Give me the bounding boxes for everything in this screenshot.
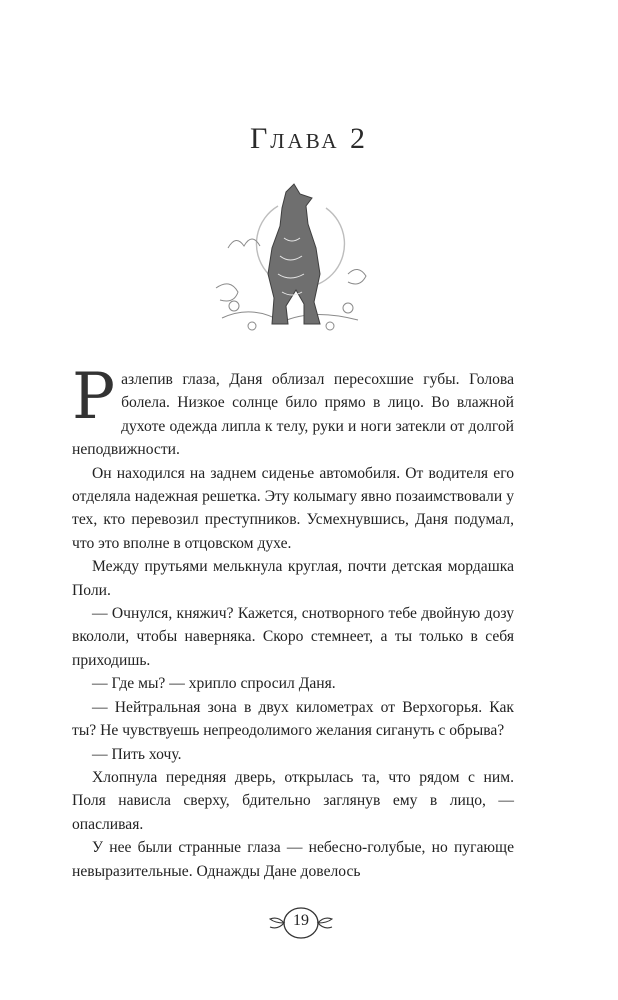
body-text: [72, 360, 514, 883]
paragraph: Между прутьями мелькнула круглая, почти детская мордашка Поли.: [72, 558, 514, 599]
paragraph: Он находился на заднем сиденье автомобиля. От водителя его отделяла надежная решетка. Эту колымагу явно позаимствовали у тех, кто перевозил преступников. Усмехнувшись, Даня подумал, что это вполне в отцовском духе.: [72, 464, 514, 552]
first-paragraph: [72, 360, 514, 462]
drop-cap: Р: [72, 360, 116, 434]
paragraph: — Очнулся, княжич? Кажется, снотворного тебе двойную дозу вкололи, чтобы наверняка. Скоро стемнеет, а ты только в себя приходишь.: [72, 605, 514, 669]
chapter-title: Глава 2: [249, 122, 369, 155]
paragraph: — Где мы? — хрипло спросил Даня.: [92, 675, 336, 693]
page-number: [267, 900, 335, 946]
paragraph: Хлопнула передняя дверь, открылась та, что рядом с ним. Поля нависла сверху, бдительно заглянув ему в лицо, — опасливая.: [72, 768, 514, 833]
page-number-text: 19: [293, 912, 309, 929]
paragraph: У нее были странные глаза — небесно-голубые, но пугающе невыразительные. Однажды Дане довелось: [72, 839, 514, 880]
paragraph: — Нейтральная зона в двух километрах от Верхогорья. Как ты? Не чувствуешь непреодолимого желания сигануть с обрыва?: [72, 698, 514, 740]
howling-wolf-icon: [208, 178, 372, 338]
first-paragraph-text: азлепив глаза, Даня облизал пересохшие губы. Голова болела. Низкое солнце било прямо в лицо. Во влажной духоте одежда липла к телу, руки и ноги затекли от долгой неподвижности.: [72, 371, 514, 459]
paragraph: — Пить хочу.: [92, 745, 182, 763]
